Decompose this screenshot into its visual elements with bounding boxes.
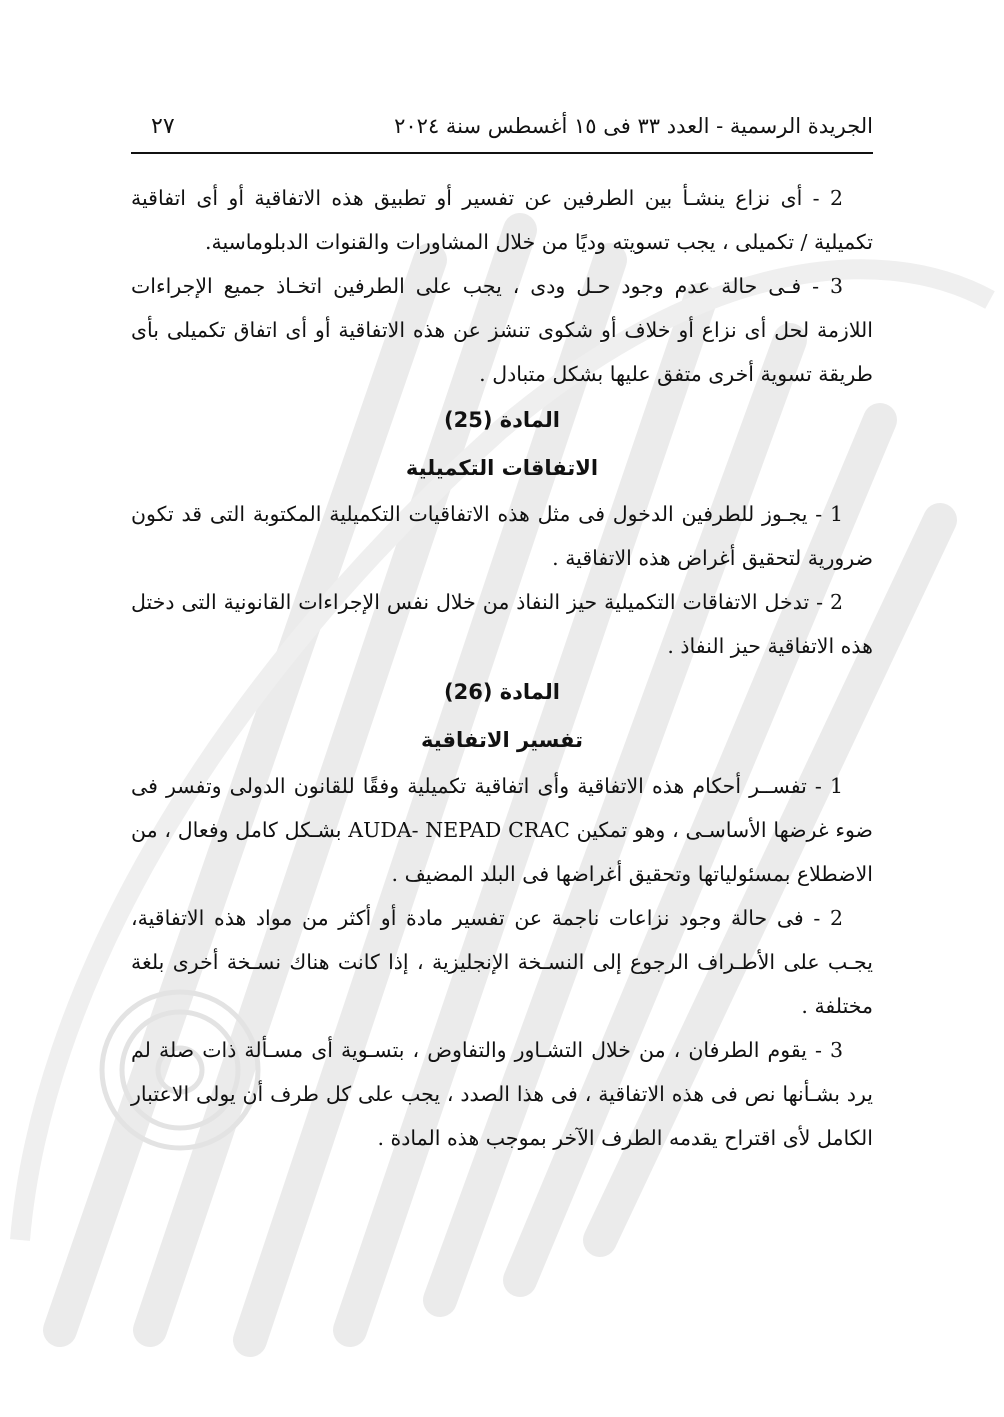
paragraph-26-2: 2 - فى حالة وجود نزاعات ناجمة عن تفسير مادة أو أكثر من مواد هذه الاتفاقية، يجـب على الأطـراف الرجوع إلى النسـخة الإنجليزية ، إذا كانت هناك نسـخة أخرى بلغة مختلفة . <box>131 906 873 1018</box>
paragraph-26-1 <box>131 764 873 896</box>
paragraph-24-3: 3 - فـى حالة عدم وجود حـل ودى ، يجب على الطرفين اتخـاذ جميع الإجراءات اللازمة لحل أى نزاع أو خلاف أو شكوى تنشز عن هذه الاتفاقية أو أى اتفاق تكميلى بأى طريقة تسوية أخرى متفق عليها بشكل متبادل . <box>131 274 873 386</box>
paragraph-24-2: 2 - أى نزاع ينشـأ بين الطرفين عن تفسير أو تطبيق هذه الاتفاقية أو أى اتفاقية تكميلية / تكميلى ، يجب تسويته وديًا من خلال المشاورات والقنوات الدبلوماسية. <box>131 186 873 254</box>
article-26-title: تفسير الاتفاقية <box>420 728 584 752</box>
article-26-heading: المادة (26) <box>444 680 560 704</box>
paragraph-25-1: 1 - يجـوز للطرفين الدخول فى مثل هذه الاتفاقيات التكميلية المكتوبة التى قد تكون ضرورية لتحقيق أغراض هذه الاتفاقية . <box>131 502 873 570</box>
paragraph-26-1-part2: بشـكل كامل وفعال ، من الاضطلاع بمسئولياتها وتحقيق أغراضها فى البلد المضيف . <box>131 818 873 886</box>
paragraph-25-2: 2 - تدخل الاتفاقات التكميلية حيز النفاذ من خلال نفس الإجراءات القانونية التى دختل هذه الاتفاقية حيز النفاذ . <box>131 590 873 658</box>
organization-name: AUDA- NEPAD CRAC <box>348 818 570 842</box>
page-number: ٢٧ <box>151 114 175 139</box>
article-25-heading: المادة (25) <box>444 408 560 432</box>
article-25-title: الاتفاقات التكميلية <box>405 456 599 480</box>
document-page <box>131 108 873 1160</box>
gazette-header-title: الجريدة الرسمية - العدد ٣٣ فى ١٥ أغسطس سنة ٢٠٢٤ <box>394 114 873 138</box>
paragraph-26-3: 3 - يقوم الطرفان ، من خلال التشـاور والتفاوض ، بتسـوية أى مسـألة ذات صلة لم يرد بشـأنها نص فى هذه الاتفاقية ، فى هذا الصدد ، يجب على كل طرف أن يولى الاعتبار الكامل لأى اقتراح يقدمه الطرف الآخر بموجب هذه المادة . <box>131 1038 873 1150</box>
paragraph-26-1-part1: 1 - تفســر أحكام هذه الاتفاقية وأى اتفاقية تكميلية وفقًا للقانون الدولى وتفسر فى ضوء غرضها الأساسـى ، وهو تمكين <box>131 774 873 842</box>
document-body <box>131 176 873 1160</box>
page-header <box>131 108 873 154</box>
